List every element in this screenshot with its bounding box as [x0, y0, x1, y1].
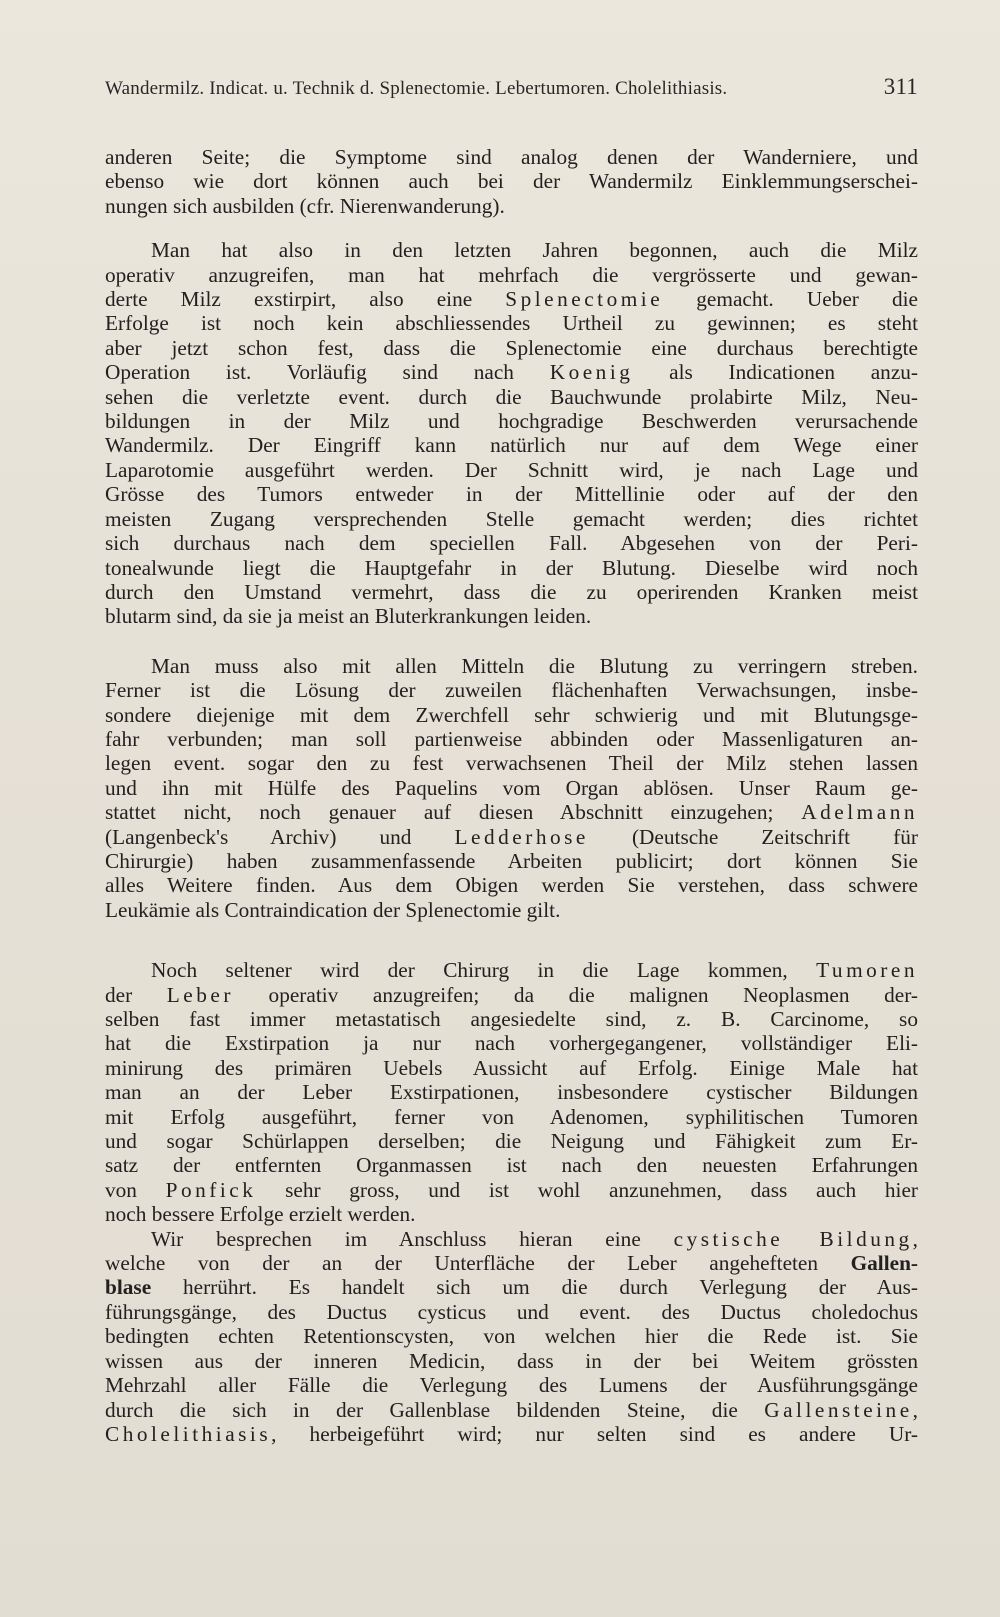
text-line: Wandermilz. Der Eingriff kann natürlich nur auf dem Wege einer	[105, 433, 918, 458]
emphasis-term: Splenectomie	[505, 287, 664, 312]
text-line: mit Erfolg ausgeführt, ferner von Adenomen, syphilitischen Tumoren	[105, 1104, 918, 1129]
text-line: Mehrzahl aller Fälle die Verlegung des Lumens der Ausführungsgänge	[105, 1373, 918, 1398]
text-line: Chirurgie) haben zusammenfassende Arbeiten publicirt; dort können Sie	[105, 848, 918, 873]
text-line	[105, 1227, 918, 1251]
text-line: und ihn mit Hülfe des Paquelins vom Organ ablösen. Unser Raum ge-	[105, 775, 918, 800]
text-segment: welche von der an der Unterfläche der Leber angehefteten	[105, 1251, 851, 1276]
text-line	[105, 360, 918, 384]
author-name: Ponfick	[165, 1177, 257, 1202]
author-name: Koenig	[549, 360, 634, 385]
text-line: Ferner ist die Lösung der zuweilen flächenhaften Verwachsungen, insbe-	[105, 678, 918, 703]
text-line: Erfolge ist noch kein abschliessendes Urtheil zu gewinnen; es steht	[105, 311, 918, 336]
text-segment: Operation ist. Vorläufig sind nach	[105, 360, 550, 385]
text-line: tonealwunde liegt die Hauptgefahr in der Blutung. Dieselbe wird noch	[105, 555, 918, 580]
text-line: bedingten echten Retentionscysten, von welchen hier die Rede ist. Sie	[105, 1324, 918, 1349]
text-line: führungsgänge, des Ductus cysticus und event. des Ductus choledochus	[105, 1299, 918, 1324]
text-line	[105, 1422, 918, 1446]
text-line: sich durchaus nach dem speciellen Fall. Abgesehen von der Peri-	[105, 531, 918, 556]
text-line: aber jetzt schon fest, dass die Splenectomie eine durchaus berechtigte	[105, 335, 918, 360]
text-line: nungen sich ausbilden (cfr. Nierenwanderung).	[105, 193, 505, 218]
text-segment: , herbeigeführt wird; nur selten sind es andere Ur-	[271, 1421, 918, 1446]
text-segment: ,	[912, 1226, 918, 1251]
page-number: 311	[883, 74, 918, 99]
text-line: noch bessere Erfolge erzielt werden.	[105, 1202, 416, 1227]
text-line: Leukämie als Contraindication der Splenectomie gilt.	[105, 897, 561, 922]
text-line: hat die Exstirpation ja nur nach vorhergegangener, vollständiger Eli-	[105, 1031, 918, 1056]
paragraph-2	[105, 238, 918, 629]
emphasis-term: cystische Bildung	[673, 1226, 913, 1251]
text-line: durch den Umstand vermehrt, dass die zu operirenden Kranken meist	[105, 579, 918, 604]
text-line: Man muss also mit allen Mitteln die Blutung zu verringern streben.	[151, 653, 918, 678]
text-segment: ,	[912, 1397, 918, 1422]
text-segment: sehr gross, und ist wohl anzunehmen, dass auch hier	[256, 1177, 918, 1202]
text-segment: durch die sich in der Gallenblase bildenden Steine, die	[105, 1397, 765, 1422]
author-name: Ledderhose	[454, 824, 589, 849]
text-line: Laparotomie ausgeführt werden. Der Schnitt wird, je nach Lage und	[105, 457, 918, 482]
text-line: und sogar Schürlappen derselben; die Neigung und Fähigkeit zum Er-	[105, 1129, 918, 1154]
text-segment: (Langenbeck's Archiv) und	[105, 824, 455, 849]
text-line: anderen Seite; die Symptome sind analog denen der Wanderniere, und	[105, 145, 918, 169]
text-line: satz der entfernten Organmassen ist nach den neuesten Erfahrungen	[105, 1153, 918, 1178]
text-line	[105, 800, 918, 824]
text-line: Grösse des Tumors entweder in der Mittellinie oder auf der den	[105, 482, 918, 507]
text-line	[105, 825, 918, 849]
text-line	[105, 958, 918, 982]
text-line	[105, 1398, 918, 1422]
text-line: ebenso wie dort können auch bei der Wandermilz Einklemmungserschei-	[105, 169, 918, 194]
running-head-title: Wandermilz. Indicat. u. Technik d. Splenectomie. Lebertumoren. Cholelithiasis.	[105, 78, 728, 99]
text-line: alles Weitere finden. Aus dem Obigen werden Sie verstehen, dass schwere	[105, 873, 918, 898]
text-line: Man hat also in den letzten Jahren begonnen, auch die Milz	[151, 238, 918, 263]
text-line: bildungen in der Milz und hochgradige Beschwerden verursachende	[105, 409, 918, 434]
text-segment: Noch seltener wird der Chirurg in die Lage kommen,	[151, 958, 817, 983]
text-line: man an der Leber Exstirpationen, insbesondere cystischer Bildungen	[105, 1080, 918, 1105]
paragraph-3	[105, 654, 918, 922]
text-line: meisten Zugang versprechenden Stelle gemacht werden; dies richtet	[105, 506, 918, 531]
text-line: operativ anzugreifen, man hat mehrfach die vergrösserte und gewan-	[105, 262, 918, 287]
text-line	[105, 1178, 918, 1202]
text-line	[105, 1251, 918, 1275]
text-line	[105, 287, 918, 311]
text-segment: gemacht. Ueber die	[663, 287, 918, 312]
text-segment: (Deutsche Zeitschrift für	[588, 824, 918, 849]
text-line: legen event. sogar den zu fest verwachsenen Theil der Milz stehen lassen	[105, 751, 918, 776]
bold-term: Gallen-	[850, 1251, 918, 1276]
text-line: wissen aus der inneren Medicin, dass in der bei Weitem grössten	[105, 1348, 918, 1373]
text-segment: als Indicationen anzu-	[633, 360, 919, 385]
bold-term: blase	[105, 1275, 152, 1300]
text-segment: Wir besprechen im Anschluss hieran eine	[151, 1226, 674, 1251]
text-line: fahr verbunden; man soll partienweise abbinden oder Massenligaturen an-	[105, 726, 918, 751]
running-head	[105, 74, 918, 100]
text-line: sehen die verletzte event. durch die Bauchwunde prolabirte Milz, Neu-	[105, 384, 918, 409]
text-line	[105, 1275, 918, 1299]
text-segment: stattet nicht, noch genauer auf diesen Abschnitt einzugehen;	[105, 800, 802, 825]
emphasis-term: Leber	[166, 982, 234, 1007]
text-segment: der	[105, 982, 167, 1007]
emphasis-term: Cholelithiasis	[105, 1421, 272, 1446]
text-line: blutarm sind, da sie ja meist an Bluterkrankungen leiden.	[105, 604, 592, 629]
text-line: selben fast immer metastatisch angesiedelte sind, z. B. Carcinome, so	[105, 1007, 918, 1031]
paragraph-1	[105, 145, 918, 218]
emphasis-term: Tumoren	[816, 958, 918, 983]
text-line: sondere diejenige mit dem Zwerchfell sehr schwierig und mit Blutungsge-	[105, 702, 918, 727]
paragraph-5	[105, 1227, 918, 1447]
author-name: Adelmann	[801, 800, 918, 825]
text-segment: von	[105, 1177, 166, 1202]
text-line	[105, 983, 918, 1007]
paragraph-4	[105, 958, 918, 1226]
text-segment: derte Milz exstirpirt, also eine	[105, 287, 506, 312]
text-segment: operativ anzugreifen; da die malignen Neoplasmen der-	[233, 982, 918, 1007]
emphasis-term: Gallensteine	[764, 1397, 913, 1422]
text-line: minirung des primären Uebels Aussicht auf Erfolg. Einige Male hat	[105, 1055, 918, 1080]
text-segment: herrührt. Es handelt sich um die durch Verlegung der Aus-	[151, 1275, 918, 1300]
